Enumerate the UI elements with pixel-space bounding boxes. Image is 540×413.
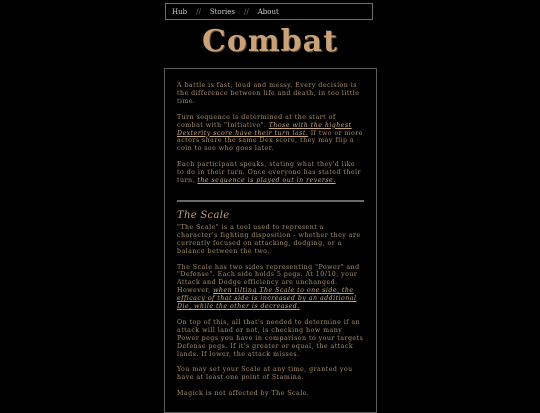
text-span: Turn sequence is determined at the start of combat with "Initiative". [177,113,336,129]
content-panel [164,68,377,413]
section-divider [177,200,364,202]
nav-link-about[interactable]: About [257,7,279,16]
text-span: The Scale has two sides representing "Power" and "Defense". Each side holds 5 pegs. At 10/10, your Attack and Dodge efficiency are unchanged. However, [177,263,360,295]
sequence-paragraph [177,161,364,185]
scale-magick-paragraph: Magick is not affected by The Scale. [177,390,310,398]
top-nav [165,3,373,20]
scale-sides-paragraph [177,264,364,311]
page-title: Combat [202,24,338,59]
scale-stamina-paragraph: You may set your Scale at any time, granted you have at least one point of Stamina. [177,366,353,382]
nav-link-hub[interactable]: Hub [172,7,188,16]
emphasis-text: the sequence is played out in reverse. [197,177,336,185]
nav-separator: // [196,7,201,16]
emphasis-text: when tilting The Scale to one side, the efficacy of that side is increased by an additional Die, while the other is decreased. [177,287,357,311]
nav-link-stories[interactable]: Stories [209,7,235,16]
emphasis-text: Those with the highest Dexterity score have their turn last. [177,121,352,137]
text-span: If two or more actors share the same Dex score, they may flip a coin to see who goes later. [177,129,363,153]
initiative-paragraph [177,114,364,154]
intro-paragraph: A battle is fast, loud and messy. Every decision is the difference between life and death, in too little time. [177,82,360,105]
scale-paragraph: "The Scale" is a tool used to represent a character's fighting disposition - whether they are currently focused on attacking, dodging, or a balance between the two. [177,223,361,255]
section-heading-scale: The Scale [177,209,230,221]
nav-separator: // [243,7,249,16]
text-span: Each participant speaks, stating what they'd like to do in their turn. Once everyone has stated their turn, [177,161,361,185]
scale-attack-paragraph: On top of this, all that's needed to determine if an attack will land or not, is checking how many Power pegs you have in comparison to your targets Defense pegs. If it's greater or equal, the attack lands. If lower, the attack misses. [177,318,364,358]
